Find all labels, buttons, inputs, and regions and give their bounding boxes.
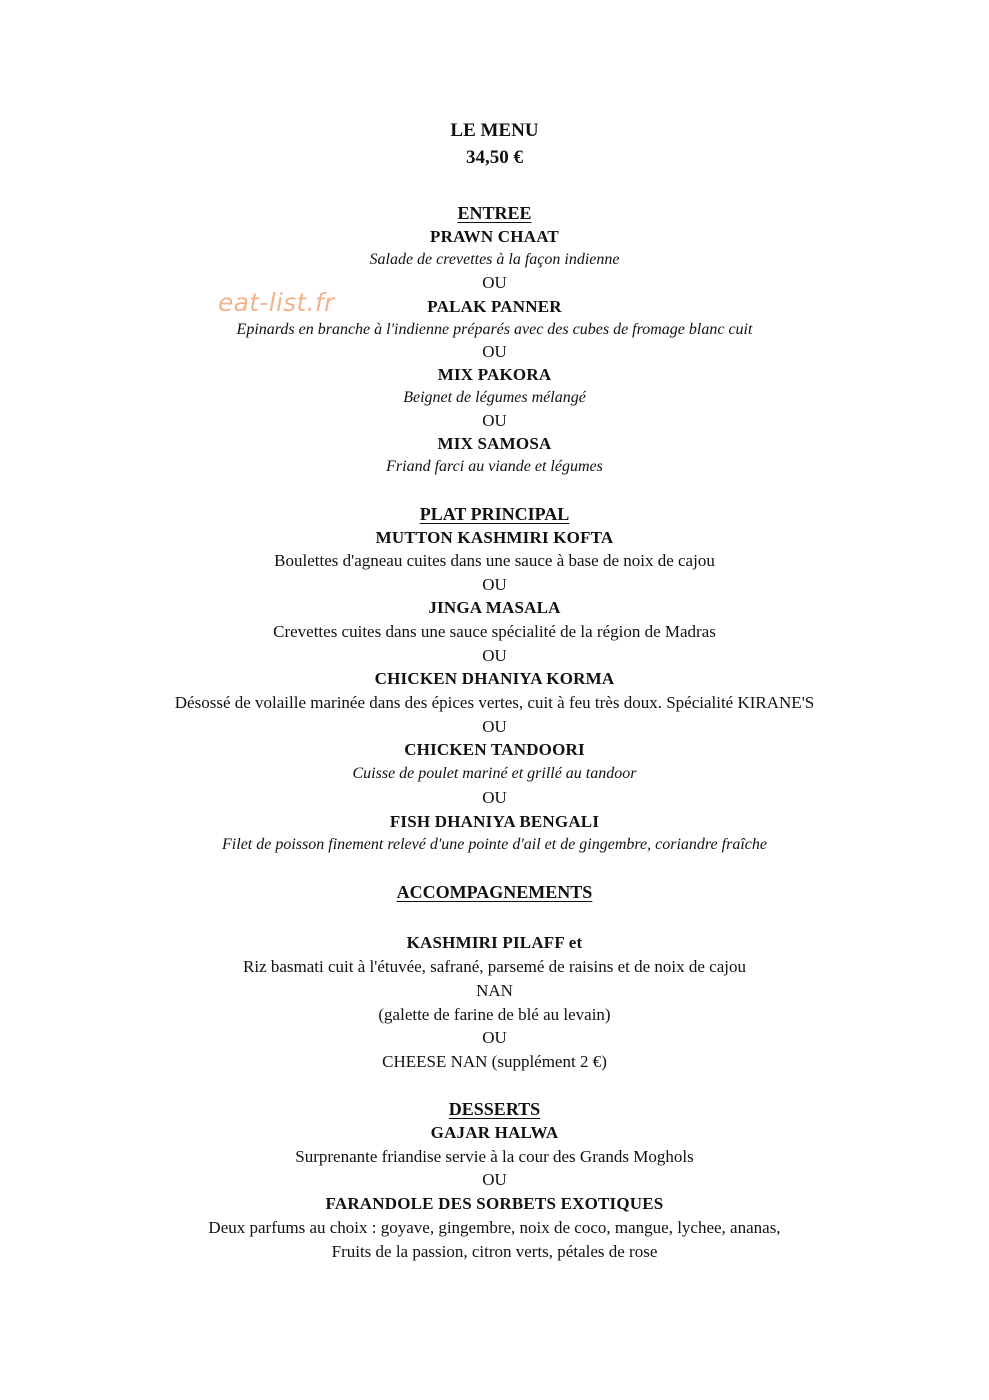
dish-description-continued: Fruits de la passion, citron verts, pétales de rose (331, 1242, 658, 1261)
separator-ou: OU (482, 717, 507, 736)
dish-description: Friand farci au viande et légumes (386, 458, 603, 475)
separator-ou: OU (482, 411, 507, 430)
dish-name: MIX SAMOSA (437, 434, 552, 453)
dish-name: GAJAR HALWA (430, 1123, 559, 1142)
separator-ou: OU (482, 646, 507, 665)
dish-name: MIX PAKORA (437, 365, 552, 384)
section-heading-desserts: DESSERTS (448, 1099, 541, 1119)
dish-description: Crevettes cuites dans une sauce spécialité de la région de Madras (273, 622, 716, 641)
dish-description: Beignet de légumes mélangé (403, 389, 586, 406)
dish-name: FARANDOLE DES SORBETS EXOTIQUES (325, 1194, 664, 1213)
dish-description: Deux parfums au choix : goyave, gingembre, noix de coco, mangue, lychee, ananas, (208, 1218, 781, 1237)
cheese-nan-label: CHEESE NAN (supplément 2 €) (382, 1052, 607, 1071)
dish-name: PALAK PANNER (427, 297, 562, 316)
dish-description: Désossé de volaille marinée dans des épices vertes, cuit à feu très doux. Spécialité KIRANE'S (174, 693, 815, 712)
separator-ou: OU (482, 342, 507, 361)
dish-name: MUTTON KASHMIRI KOFTA (375, 528, 614, 547)
dish-description: Salade de crevettes à la façon indienne (369, 251, 620, 268)
dish-description: Filet de poisson finement relevé d'une pointe d'ail et de gingembre, coriandre fraîche (222, 836, 767, 853)
menu-price: 34,50 € (466, 147, 523, 168)
dish-description: Riz basmati cuit à l'étuvée, safrané, parsemé de raisins et de noix de cajou (243, 957, 746, 976)
dish-name: JINGA MASALA (428, 598, 561, 617)
nan-label: NAN (476, 981, 513, 1000)
dish-name: PRAWN CHAAT (430, 227, 559, 246)
separator-ou: OU (482, 575, 507, 594)
dish-description: Surprenante friandise servie à la cour des Grands Moghols (295, 1147, 694, 1166)
section-heading-accompagnements: ACCOMPAGNEMENTS (396, 882, 593, 902)
section-heading-plat-principal: PLAT PRINCIPAL (419, 504, 570, 524)
menu-title: LE MENU (450, 120, 539, 141)
separator-ou: OU (482, 1028, 507, 1047)
dish-description: Boulettes d'agneau cuites dans une sauce à base de noix de cajou (274, 551, 715, 570)
separator-ou: OU (482, 1170, 507, 1189)
dish-name: KASHMIRI PILAFF et (406, 933, 583, 952)
nan-description: (galette de farine de blé au levain) (378, 1005, 611, 1024)
dish-description: Epinards en branche à l'indienne préparés avec des cubes de fromage blanc cuit (236, 321, 753, 338)
separator-ou: OU (482, 273, 507, 292)
dish-name: CHICKEN TANDOORI (404, 740, 585, 759)
dish-name: CHICKEN DHANIYA KORMA (374, 669, 615, 688)
section-heading-entree: ENTREE (457, 203, 532, 223)
dish-description: Cuisse de poulet mariné et grillé au tandoor (352, 765, 637, 782)
watermark: eat-list.fr (218, 288, 335, 317)
separator-ou: OU (482, 788, 507, 807)
dish-name: FISH DHANIYA BENGALI (389, 812, 600, 831)
